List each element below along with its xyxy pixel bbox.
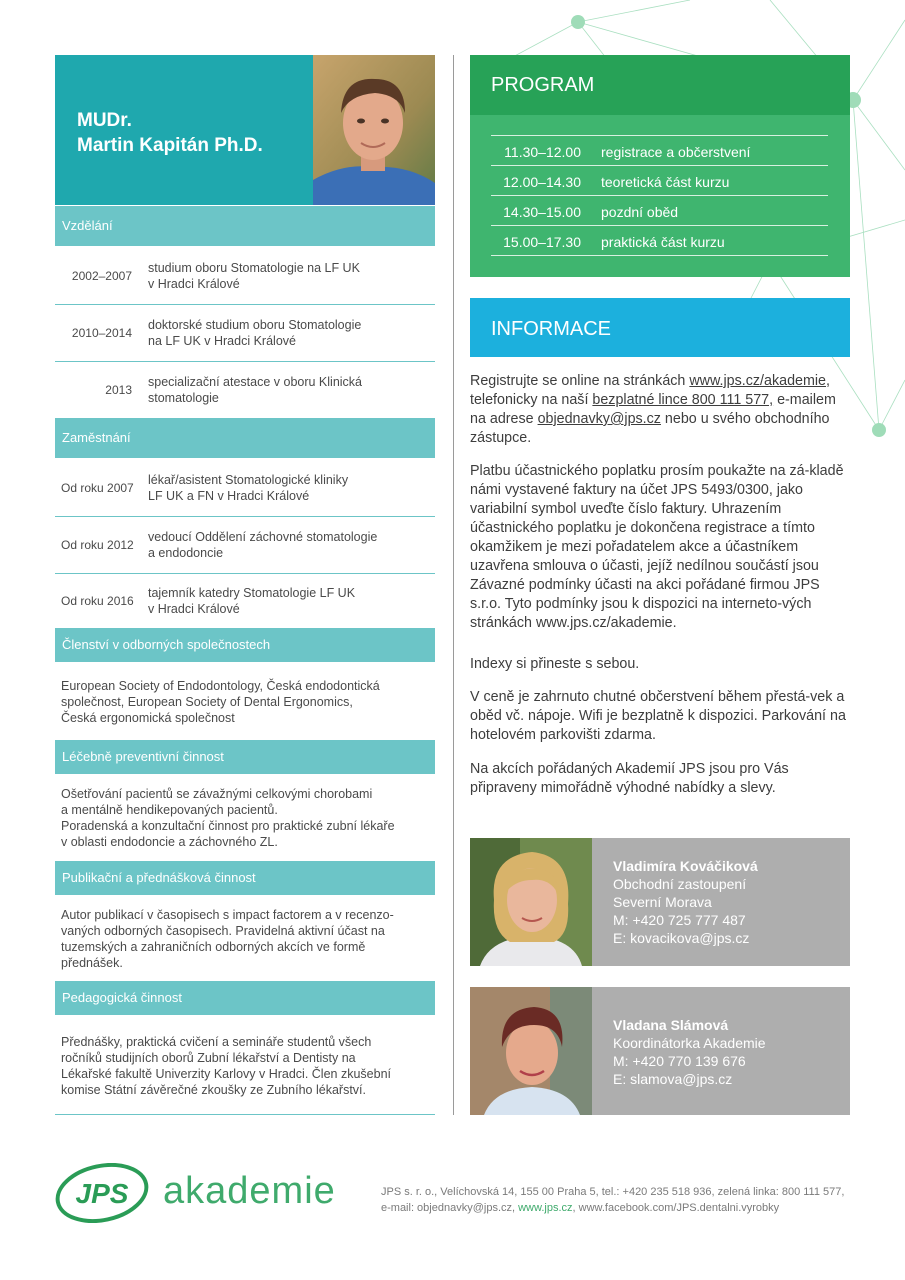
publications-text: Autor publikací v časopisech s impact factorem a v recenzo- vaných odborných časopisech. Pravidelná aktivní účast na tuzemských a zahraničních odborných akcích ve formě přednášek. [61,908,394,970]
program-item [491,165,828,196]
info-offers: Na akcích pořádaných Akademií JPS jsou pro Vás připraveny mimořádně výhodné nabídky a slevy. [470,761,789,796]
free-line-link[interactable]: bezplatné lince 800 111 577, [592,392,774,408]
email-link[interactable]: objednavky@jps.cz [537,411,661,427]
program-title: PROGRAM [491,74,595,96]
therapy-text: Ošetřování pacientů se závažnými celkovými chorobami a mentálně hendikepovaných pacientů. Poradenská a konzultační činnost pro praktické zubní lékaře v oblasti endodoncie a záchovného ZL. [61,787,395,849]
education-text: doktorské studium oboru Stomatologie na LF UK v Hradci Králové [148,318,362,348]
footer-web-link[interactable]: www.jps.cz [518,1202,573,1214]
program-time: 15.00–17.30 [503,234,581,250]
contact-name: Vladana Slámová [613,1017,729,1033]
doctor-photo [313,55,435,205]
employment-row [55,460,435,517]
contact-email[interactable]: E: slamova@jps.cz [613,1071,733,1087]
bottom-divider [55,1114,435,1115]
section-heading-therapy: Léčebně preventivní činnost [55,740,435,774]
section-heading-teaching: Pedagogická činnost [55,981,435,1015]
contact-card [592,987,850,1115]
contact-phone[interactable]: M: +420 725 777 487 [613,912,746,928]
section-heading-employment: Zaměstnání [55,418,435,458]
program-activity: teoretická část kurzu [601,174,730,190]
akademie-link[interactable]: www.jps.cz/akademie [689,373,827,389]
jps-logo [55,1163,150,1223]
education-text: studium oboru Stomatologie na LF UK v Hradci Králové [148,261,360,291]
education-row [55,248,435,305]
program-item [491,225,828,256]
contact-line: Severní Morava [613,894,712,910]
info-registration: Registrujte se online na stránkách www.jps.cz/akademie, telefonicky na naší bezplatné lince 800 111 577, e-mailem na adrese objednavky@jps.cz nebo u svého obchodního zástupce. [470,373,836,446]
employment-period: Od roku 2012 [61,538,134,552]
employment-period: Od roku 2016 [61,594,134,608]
brand-akademie: akademie [163,1170,336,1212]
doctor-title: MUDr. [77,110,132,131]
employment-row [55,517,435,574]
program-bottom-rule [491,255,828,256]
contact-email[interactable]: E: kovacikova@jps.cz [613,930,750,946]
program-activity: praktická část kurzu [601,234,725,250]
education-period: 2013 [105,383,132,397]
footer-contact: JPS s. r. o., Velíchovská 14, 155 00 Praha 5, tel.: +420 235 518 936, zelená linka: 800 111 577, e-mail: objednavky@jps.cz, www.jps.cz, www.facebook.com/JPS.dentalni.vyrobky [381,1184,861,1216]
logo-text: JPS [75,1178,129,1209]
education-row [55,362,435,419]
employment-row [55,573,435,630]
contact-phone[interactable]: M: +420 770 139 676 [613,1053,746,1069]
education-text: specializační atestace v oboru Klinická stomatologie [148,375,363,405]
education-period: 2010–2014 [71,326,132,340]
program-time: 12.00–14.30 [503,174,581,190]
employment-text: lékař/asistent Stomatologické kliniky LF UK a FN v Hradci Králové [148,473,349,503]
program-item [491,135,828,166]
section-heading-publications: Publikační a přednášková činnost [55,861,435,895]
program-time: 14.30–15.00 [503,204,581,220]
info-title: INFORMACE [491,318,611,340]
info-catering: V ceně je zahrnuto chutné občerstvení během přestá-vek a oběd vč. nápoje. Wifi je bezplatně k dispozici. Parkování na hotelovém parkovišti zdarma. [470,689,846,743]
contact-card [592,838,850,966]
doctor-name [77,108,307,158]
employment-period: Od roku 2007 [61,481,134,495]
employment-text: vedoucí Oddělení záchovné stomatologie a endodoncie [148,530,378,560]
info-indexes: Indexy si přineste s sebou. [470,656,640,672]
section-heading-membership: Členství v odborných společnostech [55,628,435,662]
education-row [55,305,435,362]
section-heading-education: Vzdělání [55,206,435,246]
membership-text: European Society of Endodontology, Česká endodontická společnost, European Society of Dental Ergonomics, Česká ergonomická společnost [61,679,380,725]
doctor-fullname: Martin Kapitán Ph.D. [77,135,263,156]
column-divider [453,55,454,1115]
contact-photo [470,838,592,966]
program-item [491,195,828,226]
contact-name: Vladimíra Kováčiková [613,858,758,874]
employment-text: tajemník katedry Stomatologie LF UK v Hradci Králové [148,586,356,616]
program-activity: pozdní oběd [601,204,679,220]
contact-photo [470,987,592,1115]
footer-address: JPS s. r. o., Velíchovská 14, 155 00 Praha 5, tel.: +420 235 518 936, zelená linka: 800 111 577, [381,1186,845,1198]
program-time: 11.30–12.00 [504,144,581,160]
program-activity: registrace a občerstvení [601,144,751,160]
teaching-text: Přednášky, praktická cvičení a semináře studentů všech ročníků studijních oborů Zubní lékařství a Dentisty na Lékařské fakultě Univerzity Karlovy v Hradci. Člen zkušební komise Státní závěrečné zkoušky ze Zubního lékařství. [61,1035,391,1097]
education-period: 2002–2007 [71,269,132,283]
contact-line: Koordinátorka Akademie [613,1035,766,1051]
contact-line: Obchodní zastoupení [613,876,747,892]
info-payment: Platbu účastnického poplatku prosím poukažte na zá-kladě námi vystavené faktury na účet JPS 5493/0300, jako variabilní symbol uveďte číslo faktury. Uhrazením účastnického poplatku je dokončena registrace a tímto okamžikem je mezi pořadatelem akce a účastníkem uzavřena smlouva o účasti, jejíž nedílnou součástí jsou Závazné podmínky účasti na akci pořádané firmou JPS s.r.o. Tyto podmínky jsou k dispozici na interneto-vých stránkách www.jps.cz/akademie. [470,463,844,631]
